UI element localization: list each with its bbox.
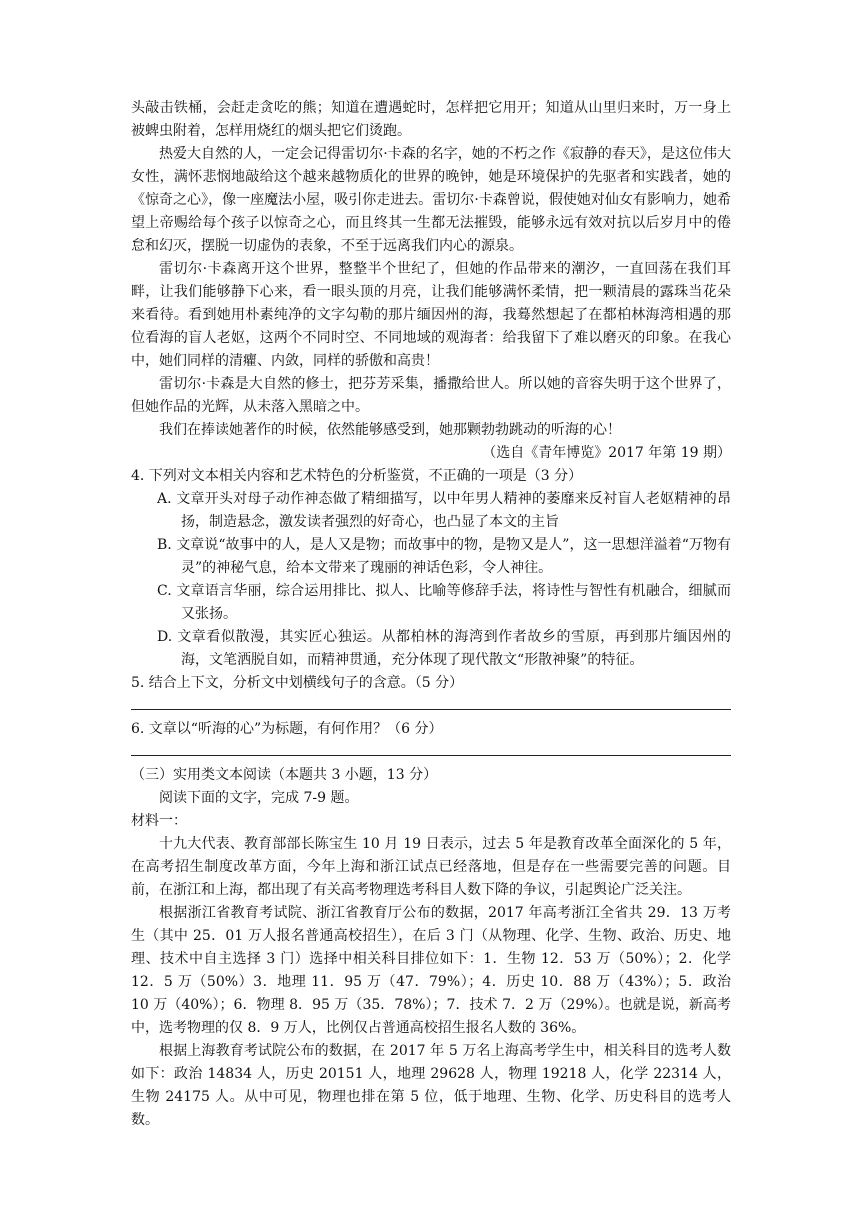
answer-line — [131, 755, 731, 756]
question-4-option-d: D. 文章看似散漫，其实匠心独运。从都柏林的海湾到作者故乡的雪原，再到那片缅因州的海，文笔洒脱自如，而精神贯通，充分体现了现代散文“形散神聚”的特征。 — [157, 629, 731, 668]
passage-source: （选自《青年博览》2017 年第 19 期） — [482, 445, 731, 461]
passage-paragraph: 热爱大自然的人，一定会记得雷切尔·卡森的名字，她的不朽之作《寂静的春天》，是这位伟大女性，满怀悲悯地敲给这个越来越物质化的世界的晚钟，她是环境保护的先驱者和实践者，她的《惊奇之心》，像一座魔法小屋，吸引你走进去。雷切尔·卡森曾说，假使她对仙女有影响力，她希望上帝赐给每个孩子以惊奇之心，而且终其一生都无法摧毁，能够永远有效对抗以后岁月中的倦怠和幻灭，摆脱一切虚伪的表象，不至于远离我们内心的源泉。 — [131, 146, 731, 254]
passage-paragraph: 雷切尔·卡森是大自然的修士，把芬芳采集，播撒给世人。所以她的音容失明于这个世界了，但她作品的光辉，从未落入黑暗之中。 — [131, 376, 731, 415]
question-6-stem: 6. 文章以“听海的心”为标题，有何作用？（6 分） — [131, 721, 443, 737]
material-paragraph: 十九大代表、教育部部长陈宝生 10 月 19 日表示，过去 5 年是教育改革全面深化的 5 年，在高考招生制度改革方面，今年上海和浙江试点已经落地，但是存在一些需要完善的问题。目前，在浙江和上海，都出现了有关高考物理选考科目人数下降的争议，引起舆论广泛关注。 — [131, 836, 731, 898]
question-4-stem: 4. 下列对文本相关内容和艺术特色的分析鉴赏，不正确的一项是（3 分） — [131, 468, 583, 484]
exam-page — [131, 97, 731, 1132]
question-4-option-c: C. 文章语言华丽，综合运用排比、拟人、比喻等修辞手法，将诗性与智性有机融合，细腻而又张扬。 — [157, 583, 731, 622]
material-paragraph: 根据上海教育考试院公布的数据，在 2017 年 5 万名上海高考学生中，相关科目的选考人数如下：政治 14834 人，历史 20151 人，地理 29628 人，物理 19218 人，化学 22314 人，生物 24175 人。从中可见，物理也排在第 5 位，低于地理、生物、化学、历史科目的选考人数。 — [131, 1043, 731, 1128]
passage-paragraph: 我们在捧读她著作的时候，依然能够感受到，她那颗勃勃跳动的听海的心！ — [159, 422, 621, 438]
question-4-option-a: A. 文章开头对母子动作神态做了精细描写，以中年男人精神的萎靡来反衬盲人老妪精神的昂扬，制造悬念，激发读者强烈的好奇心，也凸显了本文的主旨 — [157, 491, 731, 530]
passage-paragraph: 头敲击铁桶，会赶走贪吃的熊；知道在遭遇蛇时，怎样把它用开；知道从山里归来时，万一身上被蜱虫附着，怎样用烧红的烟头把它们烫跑。 — [131, 100, 731, 139]
passage-paragraph: 雷切尔·卡森离开这个世界，整整半个世纪了，但她的作品带来的潮汐，一直回荡在我们耳畔，让我们能够静下心来，看一眼头顶的月亮，让我们能够满怀柔情，把一颗清晨的露珠当花朵来看待。看到她用朴素纯净的文字勾勒的那片缅因州的海，我蓦然想起了在都柏林海湾相遇的那位看海的盲人老妪，这两个不同时空、不同地域的观海者：给我留下了难以磨灭的印象。在我心中，她们同样的清癯、内敛，同样的骄傲和高贵！ — [131, 261, 731, 369]
material-paragraph: 根据浙江省教育考试院、浙江省教育厅公布的数据，2017 年高考浙江全省共 29．13 万考生（其中 25．01 万人报名普通高校招生），在后 3 门（从物理、化学、生物、政治、历史、地理、技术中自主选择 3 门）选择中相关科目排位如下：1．生物 12．53 万（50%）；2．化学 12．5 万（50%）3．地理 11．95 万（47．79%）；4．历史 10．88 万（43%）；5．政治 10 万（40%）；6．物理 8．95 万（35．78%）；7．技术 7．2 万（29%）。也就是说，新高考中，选考物理的仅 8．9 万人，比例仅占普通高校招生报名人数的 36%。 — [131, 905, 731, 1036]
answer-line — [131, 709, 731, 710]
question-4-option-b: B. 文章说“故事中的人，是人又是物；而故事中的物，是物又是人”，这一思想洋溢着“万物有灵”的神秘气息，给本文带来了瑰丽的神话色彩，令人神往。 — [157, 537, 731, 576]
material-label: 材料一： — [131, 813, 187, 829]
section-3-instruction: 阅读下面的文字，完成 7-9 题。 — [159, 790, 359, 806]
question-5-stem: 5. 结合上下文，分析文中划横线句子的含意。（5 分） — [131, 675, 464, 691]
section-3-heading: （三）实用类文本阅读（本题共 3 小题，13 分） — [131, 767, 438, 783]
